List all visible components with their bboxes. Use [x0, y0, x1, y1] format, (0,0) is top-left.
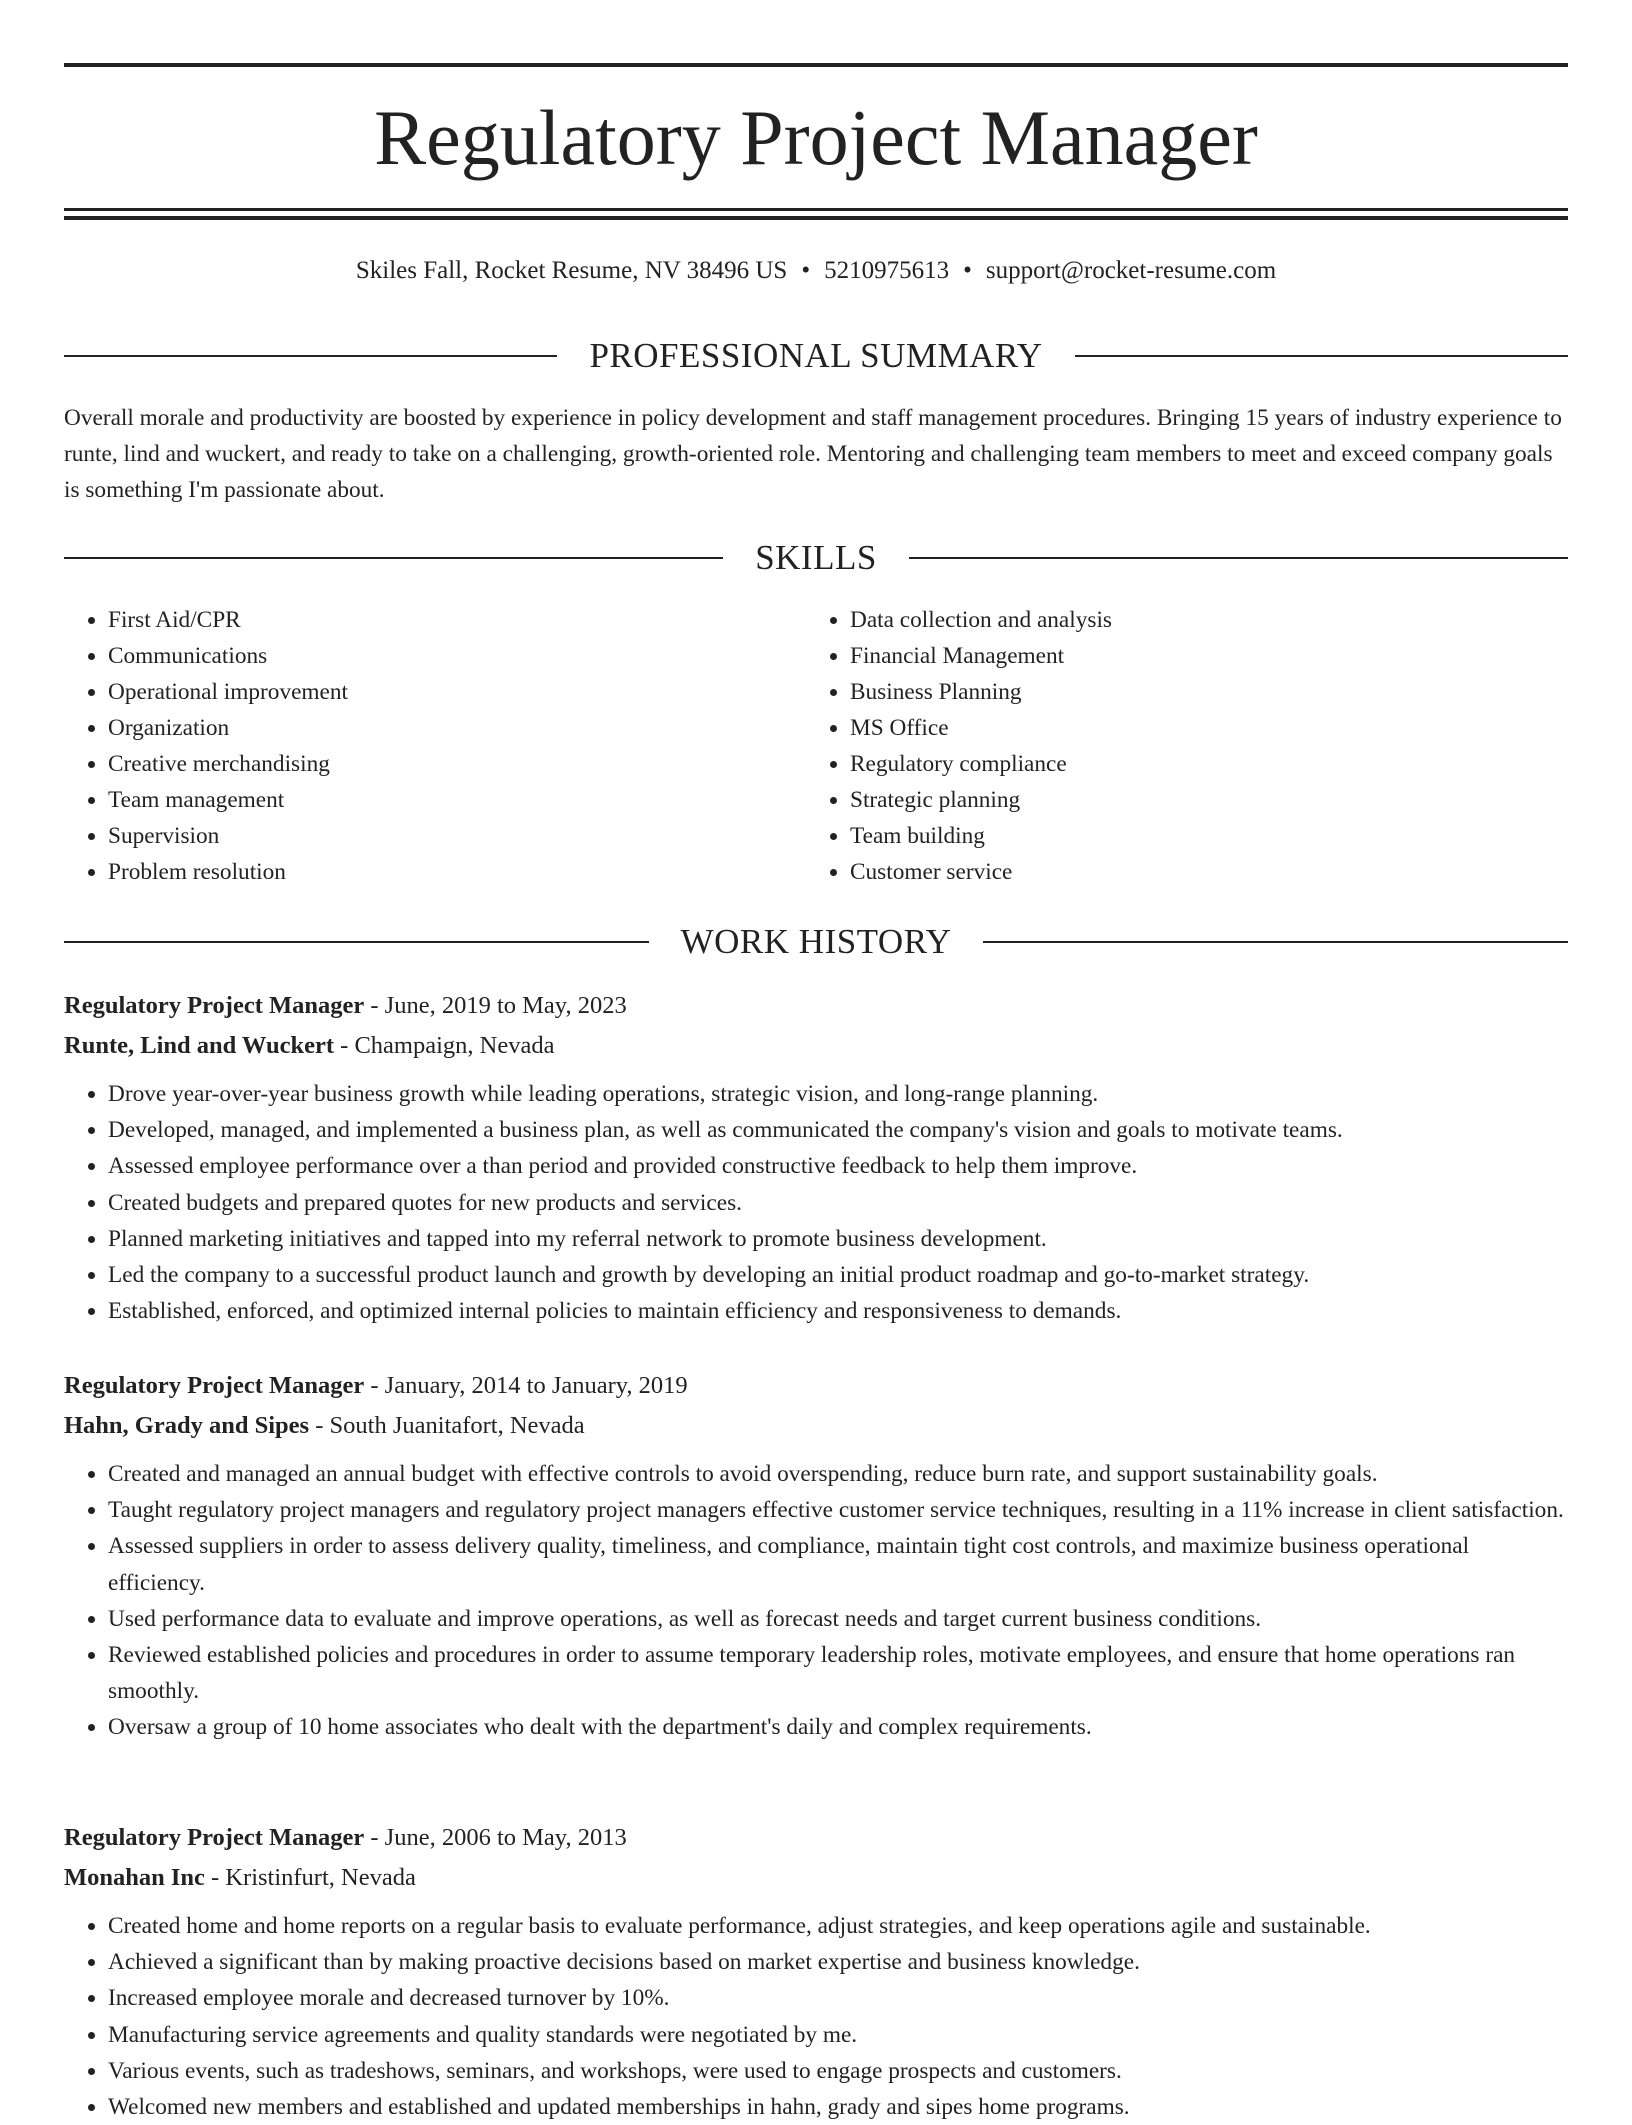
- job-company-line: Hahn, Grady and Sipes - South Juanitafort, Nevada: [64, 1412, 585, 1439]
- job-location: Kristinfurt, Nevada: [225, 1864, 416, 1891]
- job-bullet: • Increased employee morale and decreased turnover by 10%.: [108, 1980, 1568, 2016]
- skill-item: • Business Planning: [850, 674, 1550, 710]
- job-title-line: Regulatory Project Manager - June, 2006 to May, 2013: [64, 1824, 627, 1851]
- job-bullet: • Oversaw a group of 10 home associates who dealt with the department's daily and complex requirements.: [108, 1709, 1568, 1745]
- summary-section-header: [64, 334, 1568, 378]
- contact-separator: •: [801, 257, 811, 284]
- job-bullet: • Manufacturing service agreements and quality standards were negotiated by me.: [108, 2017, 1568, 2053]
- job-entry: [64, 986, 1568, 1329]
- job-company: Hahn, Grady and Sipes: [64, 1412, 310, 1439]
- job-entry: [64, 1366, 1568, 1746]
- skill-item: • Creative merchandising: [108, 746, 808, 782]
- job-bullet: • Reviewed established policies and procedures in order to assume temporary leadership roles, motivate employees, and ensure that home operations ran smoothly.: [108, 1637, 1568, 1709]
- job-bullet: • Developed, managed, and implemented a business plan, as well as communicated the company's vision and goals to motivate teams.: [108, 1112, 1568, 1148]
- skill-item: • Problem resolution: [108, 854, 808, 890]
- job-bullet: • Created budgets and prepared quotes for new products and services.: [108, 1185, 1568, 1221]
- skills-section-header: [64, 536, 1568, 580]
- section-rule-right: [909, 557, 1568, 559]
- job-bullet: • Led the company to a successful product launch and growth by developing an initial product roadmap and go-to-market strategy.: [108, 1257, 1568, 1293]
- resume-name: Regulatory Project Manager: [374, 94, 1258, 181]
- skill-item: • Operational improvement: [108, 674, 808, 710]
- skills-heading: SKILLS: [755, 538, 877, 577]
- header-rule-upper: [64, 208, 1568, 211]
- work-section-header: [64, 920, 1568, 964]
- job-bullet: • Drove year-over-year business growth while leading operations, strategic vision, and long-range planning.: [108, 1076, 1568, 1112]
- skill-item: • Supervision: [108, 818, 808, 854]
- job-company-line: Runte, Lind and Wuckert - Champaign, Nevada: [64, 1032, 555, 1059]
- job-company-line: Monahan Inc - Kristinfurt, Nevada: [64, 1864, 416, 1891]
- contact-separator: •: [963, 257, 972, 284]
- job-title: Regulatory Project Manager: [64, 1824, 365, 1851]
- job-title-line: Regulatory Project Manager - January, 2014 to January, 2019: [64, 1372, 688, 1399]
- contact-line: [64, 254, 1568, 288]
- job-bullet: • Planned marketing initiatives and tapped into my referral network to promote business development.: [108, 1221, 1568, 1257]
- section-rule-left: [64, 355, 557, 357]
- skill-item: • Data collection and analysis: [850, 602, 1550, 638]
- job-title: Regulatory Project Manager: [64, 992, 365, 1019]
- job-bullets: [64, 1908, 1568, 2125]
- job-bullet: • Assessed employee performance over a than period and provided constructive feedback to help them improve.: [108, 1148, 1568, 1184]
- contact-phone: 5210975613: [824, 257, 950, 284]
- job-dates: January, 2014 to January, 2019: [384, 1372, 688, 1399]
- contact-email: support@rocket-resume.com: [985, 257, 1277, 284]
- job-company: Runte, Lind and Wuckert: [64, 1032, 335, 1059]
- job-bullet: • Welcomed new members and established and updated memberships in hahn, grady and sipes home programs.: [108, 2089, 1568, 2125]
- job-bullet: • Achieved a significant than by making proactive decisions based on market expertise and business knowledge.: [108, 1944, 1568, 1980]
- job-title-line: Regulatory Project Manager - June, 2019 to May, 2023: [64, 992, 627, 1019]
- job-location: Champaign, Nevada: [354, 1032, 555, 1059]
- skills-list-left: [64, 602, 808, 890]
- job-entry: [64, 1818, 1568, 2125]
- section-rule-right: [1075, 355, 1568, 357]
- skill-item: • First Aid/CPR: [108, 602, 808, 638]
- skills-list-right: [806, 602, 1550, 890]
- job-bullet: • Used performance data to evaluate and improve operations, as well as forecast needs and target current business conditions.: [108, 1601, 1568, 1637]
- job-company: Monahan Inc: [64, 1864, 205, 1891]
- job-bullet: • Created and managed an annual budget with effective controls to avoid overspending, reduce burn rate, and support sustainability goals.: [108, 1456, 1568, 1492]
- skill-item: • Regulatory compliance: [850, 746, 1550, 782]
- job-location: South Juanitafort, Nevada: [329, 1412, 585, 1439]
- job-bullets: [64, 1076, 1568, 1329]
- section-rule-right: [983, 941, 1568, 943]
- job-bullet: • Taught regulatory project managers and regulatory project managers effective customer service techniques, resulting in a 11% increase in client satisfaction.: [108, 1492, 1568, 1528]
- skill-item: • Customer service: [850, 854, 1550, 890]
- skill-item: • Team building: [850, 818, 1550, 854]
- contact-address: Skiles Fall, Rocket Resume, NV 38496 US: [355, 257, 788, 284]
- skill-item: • Financial Management: [850, 638, 1550, 674]
- job-bullet: • Established, enforced, and optimized internal policies to maintain efficiency and responsiveness to demands.: [108, 1293, 1568, 1329]
- summary-heading: PROFESSIONAL SUMMARY: [589, 336, 1043, 375]
- job-bullet: • Various events, such as tradeshows, seminars, and workshops, were used to engage prospects and customers.: [108, 2053, 1568, 2089]
- section-rule-left: [64, 941, 649, 943]
- skill-item: • Strategic planning: [850, 782, 1550, 818]
- summary-text: Overall morale and productivity are boosted by experience in policy development and staff management procedures. Bringing 15 years of industry experience to runte, lind and wuckert, and ready to take on a challenging, growth-oriented role. Mentoring and challenging team members to meet and exceed company goals is something I'm passionate about.: [64, 405, 1562, 503]
- top-rule: [64, 63, 1568, 67]
- job-title: Regulatory Project Manager: [64, 1372, 365, 1399]
- job-dates: June, 2019 to May, 2023: [384, 992, 627, 1019]
- skill-item: • MS Office: [850, 710, 1550, 746]
- skill-item: • Organization: [108, 710, 808, 746]
- section-rule-left: [64, 557, 723, 559]
- skill-item: • Communications: [108, 638, 808, 674]
- skill-item: • Team management: [108, 782, 808, 818]
- job-bullet: • Assessed suppliers in order to assess delivery quality, timeliness, and compliance, maintain tight cost controls, and maximize business operational efficiency.: [108, 1528, 1568, 1600]
- header-rule-lower: [64, 216, 1568, 220]
- work-heading: WORK HISTORY: [680, 922, 952, 961]
- job-dates: June, 2006 to May, 2013: [384, 1824, 627, 1851]
- job-bullet: • Created home and home reports on a regular basis to evaluate performance, adjust strategies, and keep operations agile and sustainable.: [108, 1908, 1568, 1944]
- job-bullets: [64, 1456, 1568, 1746]
